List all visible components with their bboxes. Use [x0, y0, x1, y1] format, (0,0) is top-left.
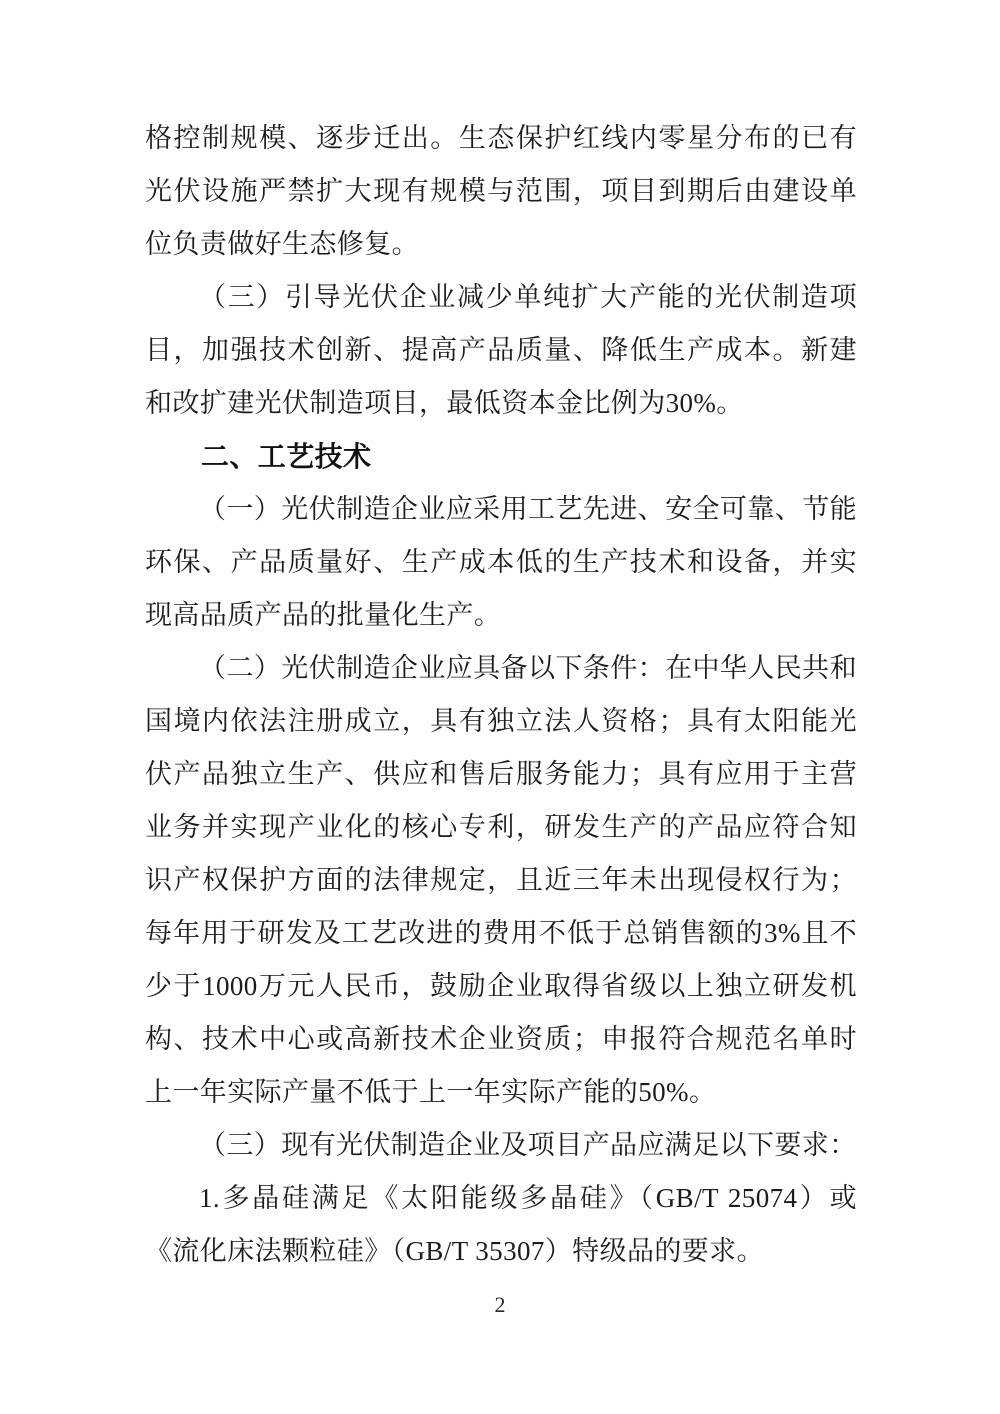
- paragraph-item-two-enterprise-conditions: （二）光伏制造企业应具备以下条件：在中华人民共和国境内依法注册成立，具有独立法人资格；具有太阳能光伏产品独立生产、供应和售后服务能力；具有应用于主营业务并实现产业化的核心专利，研发生产的产品应符合知识产权保护方面的法律规定，且近三年未出现侵权行为；每年用于研发及工艺改进的费用不低于总销售额的3%且不少于1000万元人民币，鼓励企业取得省级以上独立研发机构、技术中心或高新技术企业资质；申报符合规范名单时上一年实际产量不低于上一年实际产能的50%。: [145, 653, 857, 1107]
- document-body: [145, 112, 857, 1278]
- paragraph-item-three-capital-ratio: （三）引导光伏企业减少单纯扩大产能的光伏制造项目，加强技术创新、提高产品质量、降低生产成本。新建和改扩建光伏制造项目，最低资本金比例为30%。: [145, 282, 857, 418]
- paragraph-ecological-redline-continuation: 格控制规模、逐步迁出。生态保护红线内零星分布的已有光伏设施严禁扩大现有规模与范围，项目到期后由建设单位负责做好生态修复。: [145, 123, 857, 259]
- paragraph-item-three-product-requirements: （三）现有光伏制造企业及项目产品应满足以下要求：: [199, 1130, 857, 1160]
- page-number: 2: [494, 1292, 506, 1317]
- section-heading-process-technology: 二、工艺技术: [201, 441, 372, 472]
- paragraph-requirement-one-polysilicon: 1.多晶硅满足《太阳能级多晶硅》（GB/T 25074）或《流化床法颗粒硅》（GB/T 35307）特级品的要求。: [145, 1183, 857, 1266]
- paragraph-item-one-production-technology: （一）光伏制造企业应采用工艺先进、安全可靠、节能环保、产品质量好、生产成本低的生产技术和设备，并实现高品质产品的批量化生产。: [145, 494, 857, 630]
